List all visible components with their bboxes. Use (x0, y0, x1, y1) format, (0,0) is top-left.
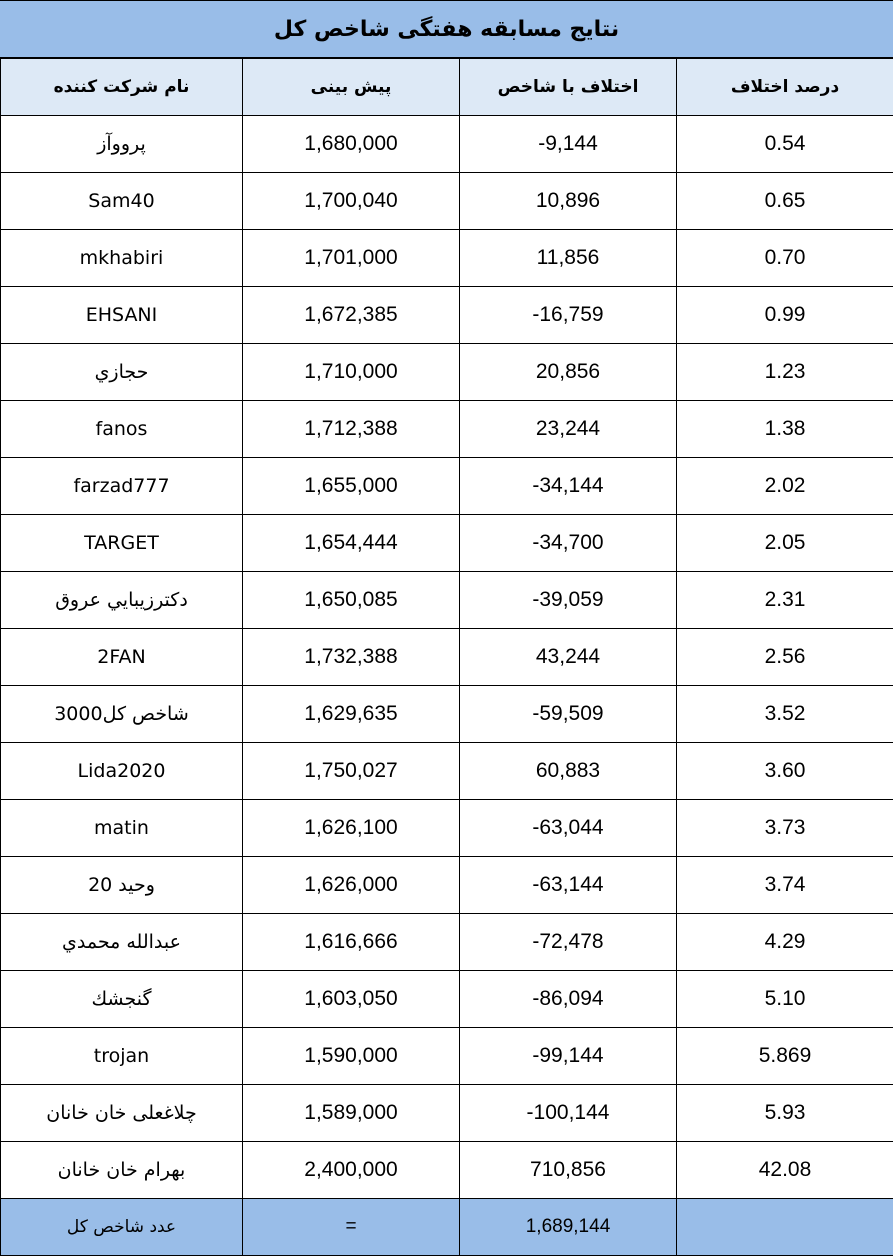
forecast-value: 1,710,000 (243, 344, 460, 401)
forecast-value: 1,626,100 (243, 800, 460, 857)
table-row (1, 515, 893, 572)
table-row (1, 914, 893, 971)
footer-empty-cell (677, 1199, 893, 1256)
index-label: عدد شاخص کل (1, 1199, 243, 1256)
forecast-value: 1,603,050 (243, 971, 460, 1028)
participant-name: حجازي (1, 344, 243, 401)
sheet-title: نتایج مسابقه هفتگی شاخص کل (0, 0, 893, 58)
difference-value: -86,094 (460, 971, 677, 1028)
percent-value: 0.99 (677, 287, 893, 344)
percent-value: 3.73 (677, 800, 893, 857)
table-row (1, 1028, 893, 1085)
header-percent: درصد اختلاف (677, 59, 893, 116)
forecast-value: 1,629,635 (243, 686, 460, 743)
header-forecast: پیش بینی (243, 59, 460, 116)
percent-value: 2.31 (677, 572, 893, 629)
participant-name: fanos (1, 401, 243, 458)
difference-value: -99,144 (460, 1028, 677, 1085)
participant-name: چلاغعلی خان خانان (1, 1085, 243, 1142)
percent-value: 1.23 (677, 344, 893, 401)
difference-value: -34,144 (460, 458, 677, 515)
percent-value: 4.29 (677, 914, 893, 971)
participant-name: گنجشك (1, 971, 243, 1028)
forecast-value: 1,672,385 (243, 287, 460, 344)
table-row (1, 458, 893, 515)
participant-name: mkhabiri (1, 230, 243, 287)
forecast-value: 1,732,388 (243, 629, 460, 686)
difference-value: 710,856 (460, 1142, 677, 1199)
percent-value: 3.52 (677, 686, 893, 743)
forecast-value: 1,712,388 (243, 401, 460, 458)
table-row (1, 686, 893, 743)
table-row (1, 572, 893, 629)
table-row (1, 116, 893, 173)
table-row (1, 743, 893, 800)
difference-value: 10,896 (460, 173, 677, 230)
percent-value: 5.93 (677, 1085, 893, 1142)
difference-value: 20,856 (460, 344, 677, 401)
forecast-value: 1,616,666 (243, 914, 460, 971)
participant-name: بهرام خان خانان (1, 1142, 243, 1199)
forecast-value: 1,650,085 (243, 572, 460, 629)
participant-name: matin (1, 800, 243, 857)
difference-value: 60,883 (460, 743, 677, 800)
difference-value: -34,700 (460, 515, 677, 572)
percent-value: 2.56 (677, 629, 893, 686)
results-table (0, 58, 893, 1256)
participant-name: TARGET (1, 515, 243, 572)
difference-value: -63,144 (460, 857, 677, 914)
table-row (1, 1142, 893, 1199)
participant-name: وحيد 20 (1, 857, 243, 914)
percent-value: 1.38 (677, 401, 893, 458)
forecast-value: 1,589,000 (243, 1085, 460, 1142)
forecast-value: 1,655,000 (243, 458, 460, 515)
participant-name: شاخص كل3000 (1, 686, 243, 743)
table-row (1, 344, 893, 401)
footer-row (1, 1199, 893, 1256)
table-row (1, 629, 893, 686)
index-value: 1,689,144 (460, 1199, 677, 1256)
difference-value: -9,144 (460, 116, 677, 173)
header-difference: اختلاف با شاخص (460, 59, 677, 116)
forecast-value: 1,590,000 (243, 1028, 460, 1085)
percent-value: 42.08 (677, 1142, 893, 1199)
participant-name: 2FAN (1, 629, 243, 686)
difference-value: -63,044 (460, 800, 677, 857)
table-row (1, 287, 893, 344)
difference-value: -39,059 (460, 572, 677, 629)
participant-name: trojan (1, 1028, 243, 1085)
forecast-value: 1,654,444 (243, 515, 460, 572)
forecast-value: 1,700,040 (243, 173, 460, 230)
forecast-value: 2,400,000 (243, 1142, 460, 1199)
table-row (1, 1085, 893, 1142)
difference-value: 23,244 (460, 401, 677, 458)
forecast-value: 1,626,000 (243, 857, 460, 914)
header-row (1, 59, 893, 116)
difference-value: 11,856 (460, 230, 677, 287)
participant-name: EHSANI (1, 287, 243, 344)
difference-value: -100,144 (460, 1085, 677, 1142)
forecast-value: 1,680,000 (243, 116, 460, 173)
participant-name: Lida2020 (1, 743, 243, 800)
percent-value: 0.54 (677, 116, 893, 173)
percent-value: 0.70 (677, 230, 893, 287)
table-row (1, 857, 893, 914)
participant-name: Sam40 (1, 173, 243, 230)
forecast-value: 1,750,027 (243, 743, 460, 800)
participant-name: دكترزيبايي عروق (1, 572, 243, 629)
table-row (1, 230, 893, 287)
participant-name: عبدالله محمدي (1, 914, 243, 971)
table-row (1, 971, 893, 1028)
percent-value: 5.10 (677, 971, 893, 1028)
table-row (1, 173, 893, 230)
table-row (1, 800, 893, 857)
participant-name: farzad777 (1, 458, 243, 515)
percent-value: 3.60 (677, 743, 893, 800)
forecast-value: 1,701,000 (243, 230, 460, 287)
percent-value: 2.02 (677, 458, 893, 515)
percent-value: 2.05 (677, 515, 893, 572)
table-row (1, 401, 893, 458)
percent-value: 5.869 (677, 1028, 893, 1085)
header-name: نام شرکت کننده (1, 59, 243, 116)
difference-value: -16,759 (460, 287, 677, 344)
percent-value: 0.65 (677, 173, 893, 230)
difference-value: 43,244 (460, 629, 677, 686)
difference-value: -59,509 (460, 686, 677, 743)
equals-sign: = (243, 1199, 460, 1256)
percent-value: 3.74 (677, 857, 893, 914)
participant-name: پرووآز (1, 116, 243, 173)
difference-value: -72,478 (460, 914, 677, 971)
